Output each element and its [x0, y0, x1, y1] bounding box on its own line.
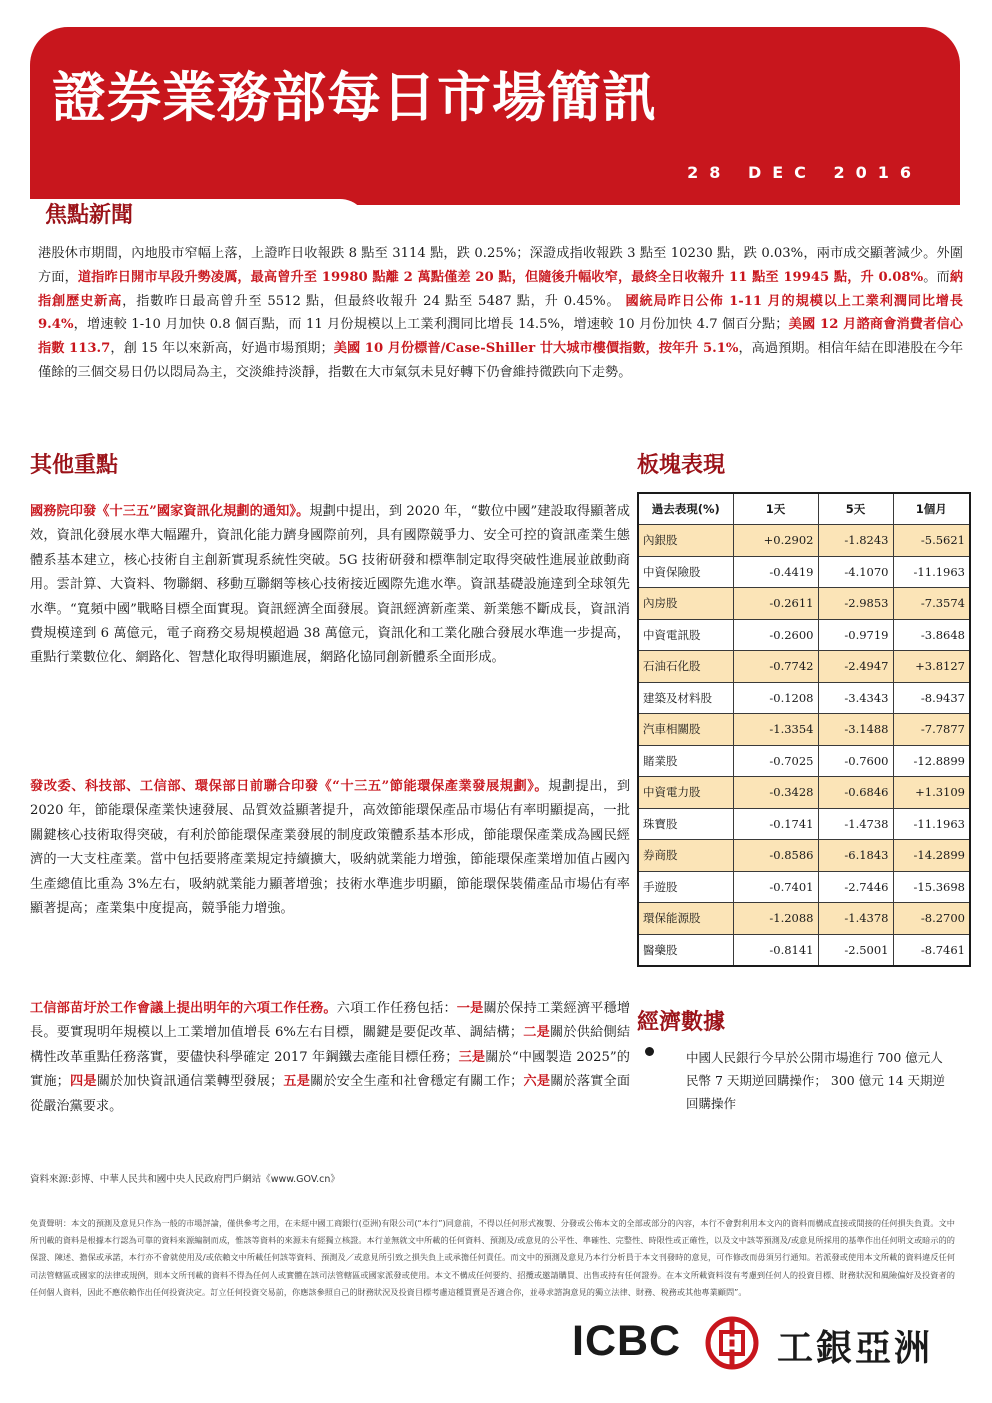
icbc-logo-icon	[705, 1316, 759, 1370]
sector-name-cell: 珠寶股	[638, 808, 733, 840]
sector-performance-heading: 板塊表現	[637, 453, 726, 478]
body-text: 關於落實全面從嚴治黨要求。	[30, 1074, 631, 1114]
one-day-cell: -0.4419	[733, 556, 818, 588]
one-day-cell: -0.2600	[733, 619, 818, 651]
sector-name-cell: 手遊股	[638, 871, 733, 903]
table-row	[638, 871, 970, 903]
highlight-text: 美國 12 月諮商會消費者信心指數 113.7	[38, 317, 963, 357]
one-day-cell: -1.3354	[733, 714, 818, 746]
highlight-text: 六是	[523, 1074, 551, 1090]
one-month-cell: -7.3574	[893, 588, 970, 620]
table-row	[638, 777, 970, 809]
table-row	[638, 808, 970, 840]
table-row	[638, 556, 970, 588]
table-row	[638, 840, 970, 872]
one-day-cell: +0.2902	[733, 525, 818, 557]
one-day-cell: -0.7025	[733, 745, 818, 777]
one-day-cell: -1.2088	[733, 903, 818, 935]
body-text: 關於供給側結構性改革重點任務落實，要儘快科學確定 2017 年鋼鐵去產能目標任務；	[30, 1025, 631, 1065]
logo-text-zh: 工銀亞洲	[777, 1328, 934, 1369]
highlight-text: 五是	[283, 1074, 311, 1090]
bullet-icon	[645, 1047, 654, 1056]
focus-news-heading: 焦點新聞	[45, 203, 134, 228]
five-day-cell: -2.9853	[818, 588, 893, 620]
table-row	[638, 619, 970, 651]
column-header: 5天	[818, 493, 893, 525]
highlight-text: 一是	[456, 1001, 484, 1016]
highlight-text: 工信部苗圩於工作會議上提出明年的六項工作任務。	[30, 1001, 337, 1016]
five-day-cell: -3.4343	[818, 682, 893, 714]
one-month-cell: -8.7461	[893, 934, 970, 966]
body-text: 六項工作任務包括：	[336, 1001, 457, 1016]
one-day-cell: -0.1208	[733, 682, 818, 714]
body-text: 規劃中提出，到 2020 年，“數位中國”建設取得顯著成效，資訊化發展水準大幅躍升，資訊化能力躋身國際前列，具有國際競爭力、安全可控的資訊產業生態體系基本建立，核心技術自主創新實現系統性突破。5G 技術研發和標準制定取得突破性進展並啟動商用。雲計算、大資料、物聯網、移動互聯網等核心技術接近國際先進水準。資訊基礎設施達到全球領先水準。“寬頻中國”戰略目標全面實現。資訊經濟全面發展。資訊經濟新產業、新業態不斷成長，資訊消費規模達到 6 萬億元，電子商務交易規模超過 38 萬億元，資訊化和工業化融合發展水準進一步提高，重點行業數位化、網路化、智慧化取得明顯進展，網路化協同創新體系全面形成。	[30, 504, 630, 666]
sector-name-cell: 內銀股	[638, 525, 733, 557]
sector-performance-table	[637, 492, 971, 967]
one-month-cell: +3.8127	[893, 651, 970, 683]
sector-name-cell: 建築及材料股	[638, 682, 733, 714]
body-text: 關於“中國製造 2025”的實施；	[30, 1049, 630, 1090]
sector-name-cell: 汽車相關股	[638, 714, 733, 746]
body-text: ，增速較 1-10 月加快 0.8 個百點，而 11 月份規模以上工業利潤同比增長 14.5%，增速較 10 月份加快 4.7 個百分點；	[73, 317, 789, 333]
body-text: ，指數昨日最高曾升至 5512 點，但最終收報升 24 點至 5487 點，升 0.45%。	[122, 293, 626, 309]
sector-name-cell: 中資電力股	[638, 777, 733, 809]
table-row	[638, 745, 970, 777]
other-highlights-heading: 其他重點	[30, 453, 119, 478]
news-item	[30, 500, 630, 671]
one-month-cell: -15.3698	[893, 871, 970, 903]
body-text: 規劃提出，到 2020 年，節能環保產業快速發展、品質效益顯著提升，高效節能環保產品市場佔有率明顯提高，一批關鍵核心技術取得突破，有利於節能環保產業發展的制度政策體系基本形成，節能環保產業成為國民經濟的一大支柱產業。當中包括要將產業規定持續擴大，吸納就業能力增強，節能環保產業增加值占國內生產總值比重為 3%左右，吸納就業能力顯著增強；技術水準進步明顯，節能環保裝備產品市場佔有率顯著提高；產業集中度提高，競爭能力增強。	[30, 779, 631, 917]
one-day-cell: -0.7742	[733, 651, 818, 683]
one-month-cell: -7.7877	[893, 714, 970, 746]
sector-table-body	[638, 525, 970, 966]
sector-name-cell: 中資保險股	[638, 556, 733, 588]
body-text: 關於安全生產和社會穩定有關工作；	[310, 1074, 524, 1090]
one-month-cell: -5.5621	[893, 525, 970, 557]
highlight-text: 納指創歷史新高	[38, 269, 963, 309]
sector-name-cell: 醫藥股	[638, 934, 733, 966]
table-row	[638, 903, 970, 935]
logo-text-en: ICBC	[572, 1317, 682, 1365]
highlight-text: 二是	[523, 1025, 550, 1041]
one-day-cell: -0.7401	[733, 871, 818, 903]
news-item	[30, 775, 630, 921]
body-text: 關於保持工業經濟平穩增長。要實現明年規模以上工業增加值增長 6%左右目標，關鍵是要促改革、調結構；	[30, 1001, 631, 1041]
five-day-cell: -2.4947	[818, 651, 893, 683]
five-day-cell: -0.9719	[818, 619, 893, 651]
one-month-cell: -11.1963	[893, 808, 970, 840]
sector-name-cell: 環保能源股	[638, 903, 733, 935]
header-banner	[30, 27, 960, 205]
sector-name-cell: 中資電訊股	[638, 619, 733, 651]
one-day-cell: -0.8586	[733, 840, 818, 872]
five-day-cell: -2.5001	[818, 934, 893, 966]
column-header: 1天	[733, 493, 818, 525]
highlight-text: 道指昨日開市早段升勢凌厲，最高曾升至 19980 點離 2 萬點僅差 20 點，但隨後升幅收窄，最終全日收報升 11 點至 19945 點，升 0.08%	[77, 269, 924, 285]
one-day-cell: -0.1741	[733, 808, 818, 840]
sector-name-cell: 券商股	[638, 840, 733, 872]
five-day-cell: -0.6846	[818, 777, 893, 809]
body-text: ，創 15 年以來新高，好過市場預期；	[110, 341, 334, 357]
five-day-cell: -1.8243	[818, 525, 893, 557]
body-text: 。而	[923, 269, 950, 285]
table-row	[638, 682, 970, 714]
body-text: 關於加快資訊通信業轉型發展；	[96, 1074, 284, 1090]
five-day-cell: -1.4378	[818, 903, 893, 935]
other-highlights-heading-wrap	[30, 448, 630, 479]
page-title: 證券業務部每日市場簡訊	[52, 66, 657, 129]
one-month-cell: -12.8899	[893, 745, 970, 777]
one-day-cell: -0.8141	[733, 934, 818, 966]
sector-name-cell: 賭業股	[638, 745, 733, 777]
table-row	[638, 588, 970, 620]
economic-data-heading: 經濟數據	[637, 1010, 726, 1035]
highlight-text: 發改委、科技部、工信部、環保部日前聯合印發《“十三五”節能環保產業發展規劃》。	[30, 779, 549, 794]
one-month-cell: -8.2700	[893, 903, 970, 935]
highlight-text: 美國 10 月份標普/Case-Shiller 廿大城市樓價指數，按年升 5.1%	[333, 341, 739, 357]
report-date: 28 DEC 2016	[687, 163, 922, 182]
table-row	[638, 714, 970, 746]
five-day-cell: -4.1070	[818, 556, 893, 588]
highlight-text: 國務院印發《十三五”國家資訊化規劃的通知》。	[30, 504, 310, 519]
one-month-cell: -14.2899	[893, 840, 970, 872]
company-logo	[572, 1313, 962, 1373]
source-note: 資料來源:彭博、中華人民共和國中央人民政府門戶網站《www.GOV.cn》	[30, 1174, 340, 1185]
column-header: 1個月	[893, 493, 970, 525]
table-row	[638, 651, 970, 683]
one-month-cell: -11.1963	[893, 556, 970, 588]
table-row	[638, 934, 970, 966]
sector-name-cell: 內房股	[638, 588, 733, 620]
highlight-text: 三是	[458, 1049, 486, 1065]
focus-news-text	[38, 242, 963, 385]
economic-data-item: 中國人民銀行今早於公開市場進行 700 億元人民幣 7 天期逆回購操作； 300 億元 14 天期逆回購操作	[686, 1050, 946, 1111]
five-day-cell: -2.7446	[818, 871, 893, 903]
five-day-cell: -0.7600	[818, 745, 893, 777]
disclaimer-text: 免責聲明：本文的預測及意見只作為一般的市場評論，僅供參考之用，在未經中國工商銀行(亞洲)有限公司(“本行”)同意前，不得以任何形式複製、分發或公佈本文的全部或部分的內容，本行不會對利用本文內的資料而構成直接或間接的任何損失負責。文中所刊載的資料是根據本行認為可靠的資料來源編制而成，惟該等資料的來源未有經獨立核證。本行並無就文中所載的任何資料、預測及/或意見的公平性、準確性、完整性、時限性或正確性，以及文中該等預測及/或意見所採用的基準作出任何明文或暗示的的保證、陳述、擔保或承諾，本行亦不會就使用及/或依賴文中所載任何該等資料、預測及／或意見所引致之損失負上或承擔任何責任。而文中的預測及意見乃本行分析員于本文刊發時的意見，可作修改而毋須另行通知。若派發或使用本文所載的資料違反任何司法管轄區或國家的法律或規例，則本文所刊載的資料不得為任何人或實體在該司法管轄區或國家派發或使用。本文不構成任何要約、招攬或邀請購買、出售或持有任何證券。在本文所載資料沒有考慮到任何人的投資目標、財務狀況和風險偏好及投資者的任何個人資料，因此不應依賴作出任何投資決定。訂立任何投資交易前，你應該參照自己的財務狀況及投資目標考慮這種買賣是否適合你，並尋求諮詢意見的獨立法律、財務、稅務或其他專業顧問”。	[30, 1218, 955, 1297]
highlight-text: 國統局昨日公佈 1-11 月的規模以上工業利潤同比增長 9.4%	[38, 293, 963, 333]
sector-name-cell: 石油石化股	[638, 651, 733, 683]
column-header: 過去表現(%)	[638, 493, 733, 525]
one-month-cell: -3.8648	[893, 619, 970, 651]
table-row	[638, 525, 970, 557]
highlight-text: 四是	[69, 1074, 97, 1090]
table-header-row	[638, 493, 970, 525]
five-day-cell: -3.1488	[818, 714, 893, 746]
one-month-cell: +1.3109	[893, 777, 970, 809]
body-text: ，高過預期。相信年結在即港股在今年僅餘的三個交易日仍以悶局為主，交淡維持淡靜，指數在大市氣氛未見好轉下仍會維持微跌向下走勢。	[38, 341, 964, 380]
one-month-cell: -8.9437	[893, 682, 970, 714]
five-day-cell: -6.1843	[818, 840, 893, 872]
one-day-cell: -0.2611	[733, 588, 818, 620]
news-item	[30, 997, 630, 1119]
one-day-cell: -0.3428	[733, 777, 818, 809]
body-text: 港股休市期間，內地股市窄幅上落，上證昨日收報跌 8 點至 3114 點，跌 0.25%；深證成指收報跌 3 點至 10230 點，跌 0.03%，兩市成交顯著減少。外圍方面，	[38, 246, 963, 285]
five-day-cell: -1.4738	[818, 808, 893, 840]
